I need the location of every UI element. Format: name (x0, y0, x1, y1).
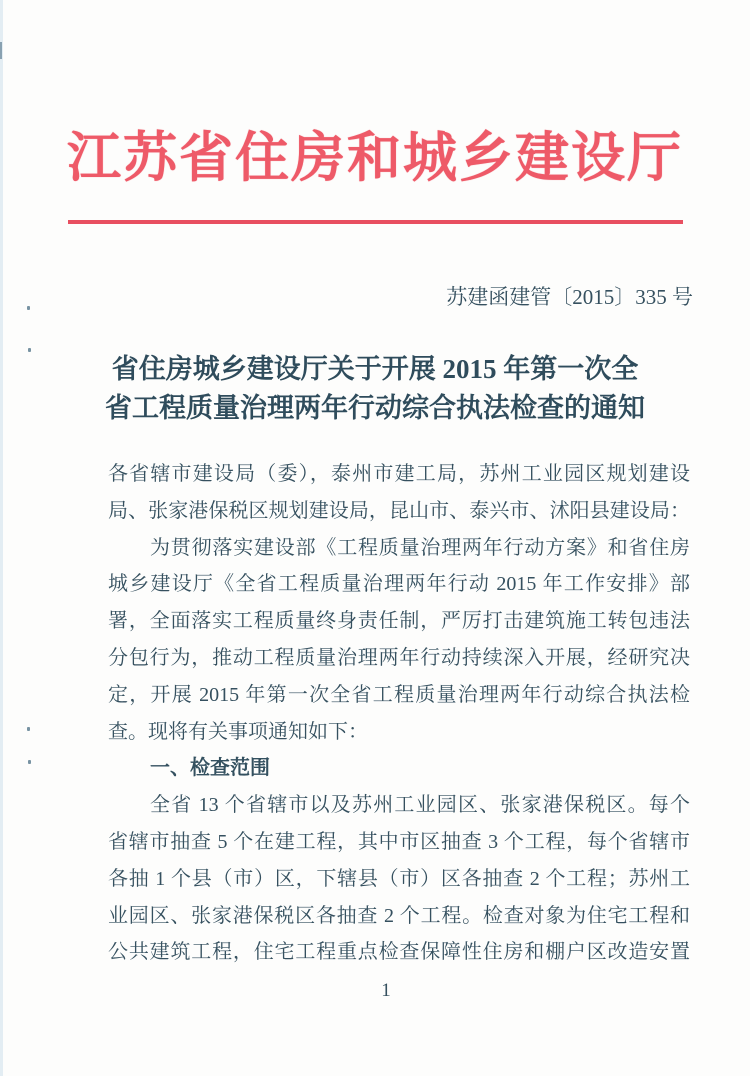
document-reference-number: 苏建函建管〔2015〕335 号 (446, 285, 693, 309)
scan-speck (27, 306, 30, 310)
paragraph-line: 省辖市抽查 5 个在建工程，其中市区抽查 3 个工程，每个省辖市 (108, 830, 690, 853)
paragraph-line: 全省 13 个省辖市以及苏州工业园区、张家港保税区。每个 (150, 794, 690, 817)
paragraph-line: 署，全面落实工程质量终身责任制，严厉打击建筑施工转包违法 (108, 610, 690, 633)
document-title-line-1: 省住房城乡建设厅关于开展 2015 年第一次全 (111, 354, 639, 384)
paragraph-line: 公共建筑工程，住宅工程重点检查保障性住房和棚户区改造安置 (108, 941, 690, 964)
document-title-line-2: 省工程质量治理两年行动综合执法检查的通知 (105, 393, 645, 423)
scan-edge-mark (0, 42, 2, 59)
letterhead-divider-rule (68, 220, 683, 224)
scan-speck (28, 348, 31, 352)
agency-letterhead: 江苏省住房和城乡建设厅 (67, 128, 683, 188)
section-heading: 一、检查范围 (150, 757, 270, 780)
paragraph-line: 城乡建设厅《全省工程质量治理两年行动 2015 年工作安排》部 (108, 573, 690, 596)
document-body (0, 456, 750, 971)
salutation-line: 各省辖市建设局（委），泰州市建工局，苏州工业园区规划建设 (108, 463, 690, 485)
paragraph-line: 各抽 1 个县（市）区，下辖县（市）区各抽查 2 个工程；苏州工 (108, 867, 690, 890)
paragraph-line: 为贯彻落实建设部《工程质量治理两年行动方案》和省住房 (150, 536, 690, 559)
scan-speck (28, 760, 31, 764)
paragraph-line: 分包行为，推动工程质量治理两年行动持续深入开展，经研究决 (108, 646, 690, 669)
paragraph-line: 业园区、张家港保税区各抽查 2 个工程。检查对象为住宅工程和 (108, 904, 690, 927)
paragraph-line: 查。现将有关事项通知如下： (108, 720, 368, 743)
page-number: 1 (381, 980, 391, 1002)
scan-speck (27, 727, 30, 731)
salutation-line: 局、张家港保税区规划建设局，昆山市、泰兴市、沭阳县建设局： (108, 499, 690, 522)
scan-edge-shadow (0, 0, 3, 1076)
document-title (0, 350, 750, 428)
paragraph-line: 定，开展 2015 年第一次全省工程质量治理两年行动综合执法检 (108, 683, 690, 706)
